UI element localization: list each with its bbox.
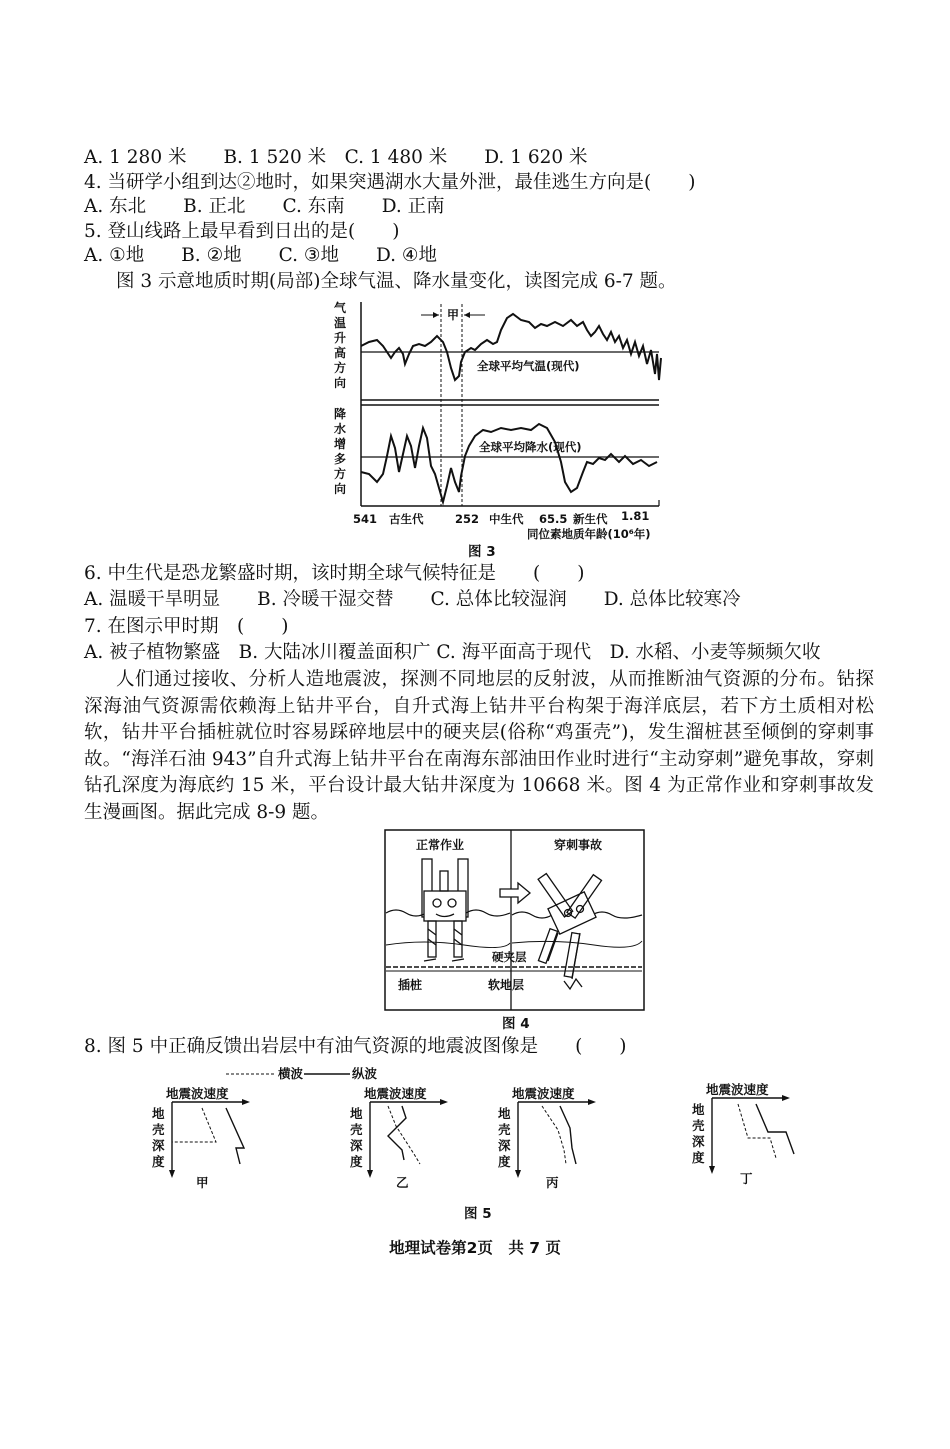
svg-text:度: 度	[692, 1150, 705, 1165]
svg-text:增: 增	[334, 437, 347, 451]
fig3-caption: 图 3	[468, 544, 496, 560]
hard-layer-label: 硬夹层	[492, 950, 527, 964]
q4-stem: 4. 当研学小组到达②地时，如果突遇湖水大量外泄，最佳逃生方向是( )	[84, 172, 696, 193]
normal-platform-cartoon	[422, 859, 468, 961]
tick-1-81: 1.81	[621, 509, 650, 523]
svg-text:地: 地	[350, 1106, 363, 1121]
legend-s-wave: 横波	[278, 1066, 304, 1081]
svg-text:壳: 壳	[692, 1118, 705, 1133]
fig3-xlabel: 同位素地质年龄(10⁶年)	[527, 527, 651, 541]
q6-stem: 6. 中生代是恐龙繁盛时期，该时期全球气候特征是 ( )	[84, 563, 585, 584]
tick-541: 541	[353, 512, 378, 526]
page-footer: 地理试卷第2页 共 7 页	[389, 1239, 561, 1257]
svg-text:深: 深	[498, 1138, 511, 1153]
q7-options: A. 被子植物繁盛 B. 大陆冰川覆盖面积广 C. 海平面高于现代 D. 水稻、小麦等频频欠收	[84, 642, 821, 663]
svg-text:向: 向	[334, 376, 347, 390]
precip-axis-label	[334, 406, 346, 496]
graph-yi	[350, 1086, 448, 1190]
svg-text:地: 地	[692, 1102, 705, 1117]
svg-text:气: 气	[334, 301, 347, 315]
svg-text:丙: 丙	[546, 1175, 559, 1190]
fig4-caption: 图 4	[502, 1016, 530, 1032]
svg-text:地震波速度: 地震波速度	[166, 1086, 229, 1101]
pile-label: 插桩	[398, 978, 423, 992]
intro-6-7: 图 3 示意地质时期(局部)全球气温、降水量变化，读图完成 6-7 题。	[116, 271, 677, 292]
figure-4	[384, 829, 646, 1017]
jia-label: 甲	[447, 308, 460, 322]
tick-252: 252	[455, 512, 480, 526]
figure-5	[140, 1060, 820, 1204]
legend-p-wave: 纵波	[352, 1066, 378, 1081]
svg-text:度: 度	[350, 1154, 363, 1169]
precipitation-curve	[361, 424, 657, 502]
svg-text:向: 向	[334, 482, 347, 496]
figure-3	[325, 296, 685, 546]
tick-65-5: 65.5	[539, 512, 568, 526]
svg-text:高: 高	[334, 346, 347, 360]
normal-operation-title: 正常作业	[416, 838, 465, 852]
fig5-caption: 图 5	[464, 1206, 492, 1222]
svg-text:地震波速度: 地震波速度	[706, 1082, 769, 1097]
soft-layer-label: 软地层	[488, 978, 525, 992]
q7-stem: 7. 在图示甲时期 ( )	[84, 616, 289, 637]
graph-bing	[498, 1086, 596, 1190]
svg-text:丁: 丁	[740, 1171, 753, 1186]
tick-cenozoic: 新生代	[573, 512, 608, 526]
q3-options: A. 1 280 米 B. 1 520 米 C. 1 480 米 D. 1 620 米	[84, 147, 588, 168]
passage-8-9: 人们通过接收、分析人造地震波，探测不同地层的反射波，从而推断油气资源的分布。钻探深海油气资源需依赖海上钻井平台，自升式海上钻井平台构架于海洋底层，若下方土质相对松软，钻井平台插桩就位时容易踩碎地层中的硬夹层(俗称“鸡蛋壳”)，发生溜桩甚至倾倒的穿刺事故。“海洋石油 943”自升式海上钻井平台在南海东部油田作业时进行“主动穿刺”避免事故，穿刺钻孔深度为海底约 15 米，平台设计最大钻井深度为 10668 米。图 4 为正常作业和穿刺事故发生漫画图。据此完成 8-9 题。	[84, 669, 874, 823]
precip-reference-label: 全球平均降水(现代)	[479, 440, 582, 454]
svg-text:深: 深	[692, 1134, 705, 1149]
svg-text:温: 温	[334, 316, 347, 330]
svg-text:度: 度	[152, 1154, 165, 1169]
q8-stem: 8. 图 5 中正确反馈出岩层中有油气资源的地震波图像是 ( )	[84, 1036, 627, 1057]
svg-text:甲: 甲	[196, 1175, 209, 1190]
svg-text:方: 方	[334, 361, 347, 375]
svg-text:壳: 壳	[350, 1122, 363, 1137]
svg-text:升: 升	[334, 331, 347, 345]
puncture-accident-title: 穿刺事故	[554, 838, 603, 852]
svg-text:地: 地	[152, 1106, 165, 1121]
svg-text:壳: 壳	[498, 1122, 511, 1137]
svg-text:地震波速度: 地震波速度	[512, 1086, 575, 1101]
svg-text:水: 水	[334, 422, 347, 436]
temp-axis-label	[334, 300, 347, 390]
svg-text:乙: 乙	[396, 1175, 409, 1190]
svg-text:深: 深	[350, 1138, 363, 1153]
q4-options: A. 东北 B. 正北 C. 东南 D. 正南	[84, 196, 445, 217]
svg-text:方: 方	[334, 467, 347, 481]
tick-mesozoic: 中生代	[489, 512, 524, 526]
q6-options: A. 温暖干旱明显 B. 冷暖干湿交替 C. 总体比较湿润 D. 总体比较寒冷	[84, 589, 741, 610]
q5-stem: 5. 登山线路上最早看到日出的是( )	[84, 221, 400, 242]
svg-text:多: 多	[334, 452, 347, 466]
q5-options: A. ①地 B. ②地 C. ③地 D. ④地	[84, 245, 438, 266]
tick-paleozoic: 古生代	[389, 512, 424, 526]
svg-text:度: 度	[498, 1154, 511, 1169]
svg-text:地: 地	[498, 1106, 511, 1121]
svg-text:壳: 壳	[152, 1122, 165, 1137]
svg-text:深: 深	[152, 1138, 165, 1153]
graph-jia	[152, 1086, 250, 1190]
graph-ding	[692, 1082, 794, 1186]
temp-reference-label: 全球平均气温(现代)	[477, 359, 580, 373]
tilted-platform-cartoon	[538, 874, 601, 989]
svg-text:降: 降	[334, 407, 347, 421]
svg-text:地震波速度: 地震波速度	[364, 1086, 427, 1101]
